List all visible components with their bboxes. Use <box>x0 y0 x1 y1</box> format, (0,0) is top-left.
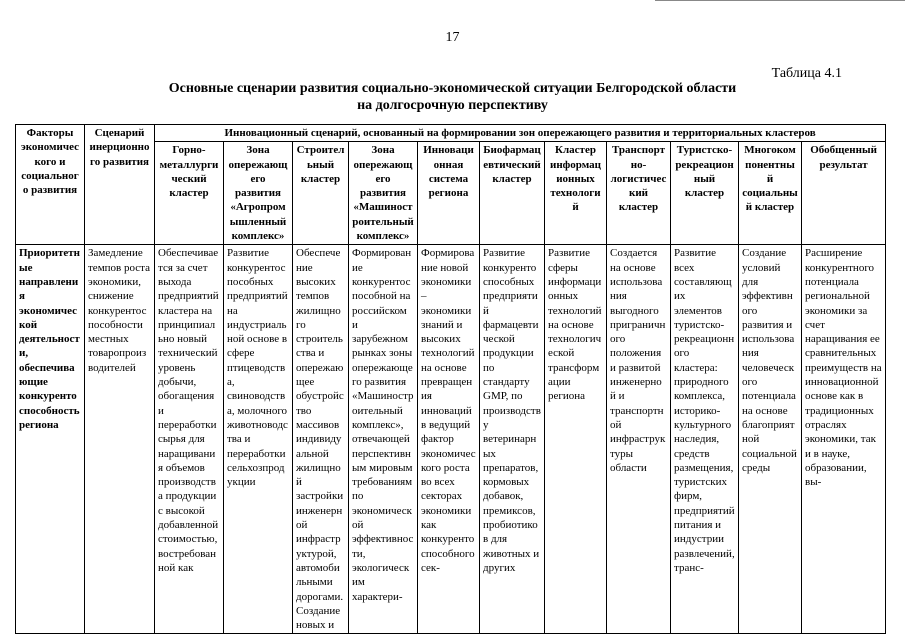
header-social-cluster: Многокомпонентный социальный кластер <box>739 142 802 245</box>
cell-it: Развитие сферы информационных технологий на основе технологической трансформации региона <box>545 245 607 634</box>
cell-innovation: Формирование новой экономики – экономики знаний и высоких технологий на основе превращения инноваций в ведущий фактор экономического роста во всех секторах экономики как конкурентоспособного сек- <box>418 245 480 634</box>
header-row-1 <box>16 125 886 142</box>
cell-mining: Обеспечивается за счет выхода предприятий кластера на принципиально новый технический уровень добычи, обогащения и переработки сырья для наращивания объемов производства продукции с высокой добавленной стоимостью, востребованной как <box>155 245 224 634</box>
header-biopharma-cluster: Биофармацевтический кластер <box>480 142 545 245</box>
cell-tourism: Развитие всех составляющих элементов туристско-рекреационного кластера: природного комплекса, историко-культурного наследия, средств размещения, туристских фирм, предприятий питания и индустрии развлечений, транс- <box>671 245 739 634</box>
header-transport-cluster: Транспортно-логистический кластер <box>607 142 671 245</box>
header-inertial-scenario: Сценарий инерционного развития <box>85 125 155 245</box>
header-agro-zone: Зона опережающего развития «Агропромышленный комплекс» <box>224 142 293 245</box>
cell-biopharma: Развитие конкурентоспособных предприятий фармацевтической продукции по стандарту GMP, по производству ветеринарных препаратов, кормовых добавок, премиксов, пробиотиков для животных и других <box>480 245 545 634</box>
table-row <box>16 245 886 634</box>
cell-machine-building: Формирование конкурентоспособной на российском и зарубежном рынках зоны опережающего развития «Машиностроительный комплекс», отвечающей перспективным мировым требованиям по экономической эффективности, экологическим характери- <box>349 245 418 634</box>
title-line-2: на долгосрочную перспективу <box>357 98 548 113</box>
header-machine-building-zone: Зона опережающего развития «Машиностроительный комплекс» <box>349 142 418 245</box>
header-tourism-cluster: Туристско-рекреационный кластер <box>671 142 739 245</box>
top-rule <box>655 0 905 1</box>
cell-inertial: Замедление темпов роста экономики, снижение конкурентоспособности местных товаропроизводителей <box>85 245 155 634</box>
header-construction-cluster: Строительный кластер <box>293 142 349 245</box>
table-label: Таблица 4.1 <box>771 66 842 81</box>
header-it-cluster: Кластер информационных технологий <box>545 142 607 245</box>
cell-summary: Расширение конкурентного потенциала региональной экономики за счет наращивания ее сравнительных преимуществ на инновационной основе как в традиционных отраслях экономики, так и в науке, образовании, вы- <box>802 245 886 634</box>
scenario-table <box>15 124 886 634</box>
document-title <box>0 80 905 114</box>
cell-social: Создание условий для эффективного развития и использования человеческого потенциала на основе благоприятной социальной среды <box>739 245 802 634</box>
cell-transport: Создается на основе использования выгодного приграничного положения и развитой инженерной и транспортной инфраструктуры области <box>607 245 671 634</box>
cell-construction: Обеспечение высоких темпов жилищного строительства и опережающее обустройство массивов индивидуальной жилищной застройки инженерной инфраструктурой, автомобильными дорогами. Создание новых и <box>293 245 349 634</box>
cell-factor: Приоритетные направления экономической деятельности, обеспечивающие конкурентоспособность региона <box>16 245 85 634</box>
page-number: 17 <box>445 30 460 45</box>
header-summary-result: Обобщенный результат <box>802 142 886 245</box>
cell-agro: Развитие конкурентоспособных предприятий на индустриальной основе в сфере птицеводства, свиноводства, молочного животноводства и переработки сельхозпродукции <box>224 245 293 634</box>
title-line-1: Основные сценарии развития социально-экономической ситуации Белгородской области <box>168 81 737 96</box>
header-factors: Факторы экономического и социального развития <box>16 125 85 245</box>
header-innovation-system: Инновационная система региона <box>418 142 480 245</box>
header-innovative-scenario: Инновационный сценарий, основанный на формировании зон опережающего развития и территориальных кластеров <box>155 125 886 142</box>
header-mining-cluster: Горно-металлургический кластер <box>155 142 224 245</box>
